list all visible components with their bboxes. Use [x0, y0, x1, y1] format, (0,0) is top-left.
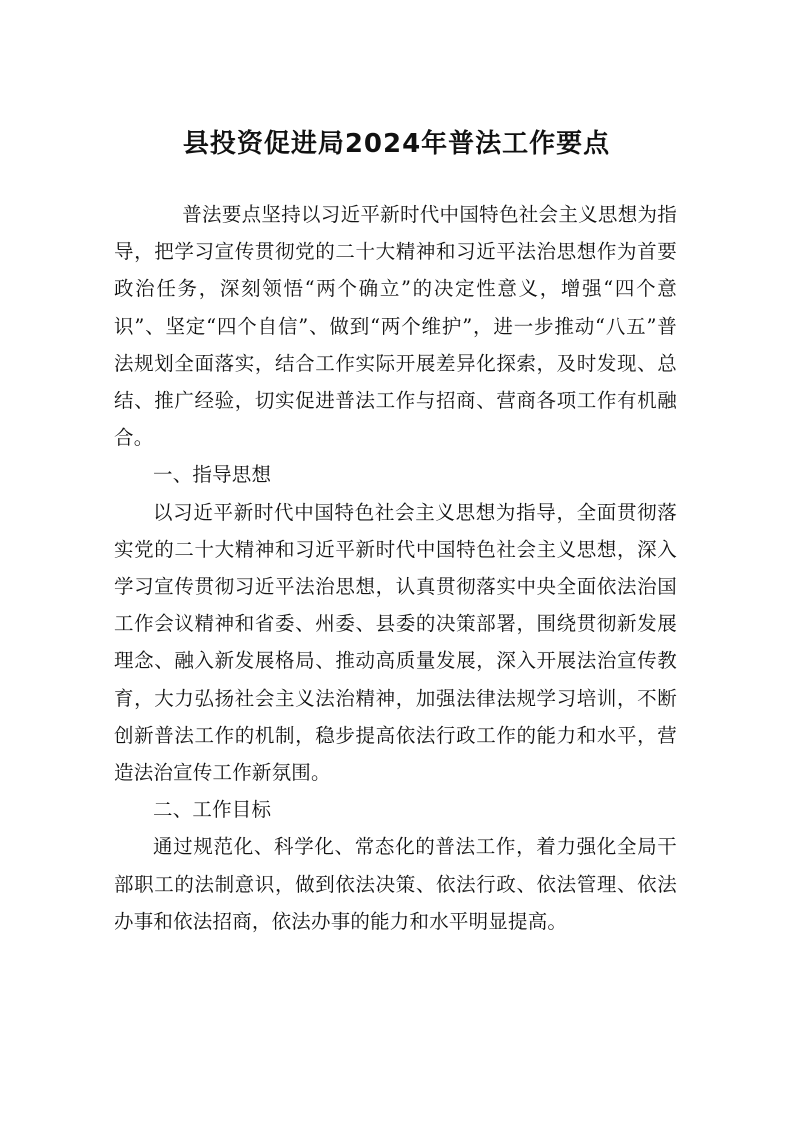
intro-paragraph: 普法要点坚持以习近平新时代中国特色社会主义思想为指导，把学习宣传贯彻党的二十大精神和习近平法治思想作为首要政治任务，深刻领悟“两个确立”的决定性意义，增强“四个意识”、坚定“四个自信”、做到“两个维护”，进一步推动“八五”普法规划全面落实，结合工作实际开展差异化探索，及时发现、总结、推广经验，切实促进普法工作与招商、营商各项工作有机融合。: [114, 203, 677, 450]
section-heading-work-goals: 二、工作目标: [153, 798, 272, 822]
section-heading-guiding-ideology: 一、指导思想: [153, 463, 272, 487]
section-paragraph-work-goals: 通过规范化、科学化、常态化的普法工作，着力强化全局干部职工的法制意识，做到依法决策、依法行政、依法管理、依法办事和依法招商，依法办事的能力和水平明显提高。: [114, 835, 677, 933]
document-body: [114, 196, 677, 940]
section-paragraph-guiding-ideology: 以习近平新时代中国特色社会主义思想为指导，全面贯彻落实党的二十大精神和习近平新时代中国特色社会主义思想，深入学习宣传贯彻习近平法治思想，认真贯彻落实中央全面依法治国工作会议精神和省委、州委、县委的决策部署，围绕贯彻新发展理念、融入新发展格局、推动高质量发展，深入开展法治宣传教育，大力弘扬社会主义法治精神，加强法律法规学习培训，不断创新普法工作的机制，稳步提高依法行政工作的能力和水平，营造法治宣传工作新氛围。: [114, 500, 677, 785]
document-title: 县投资促进局2024年普法工作要点: [182, 129, 611, 159]
